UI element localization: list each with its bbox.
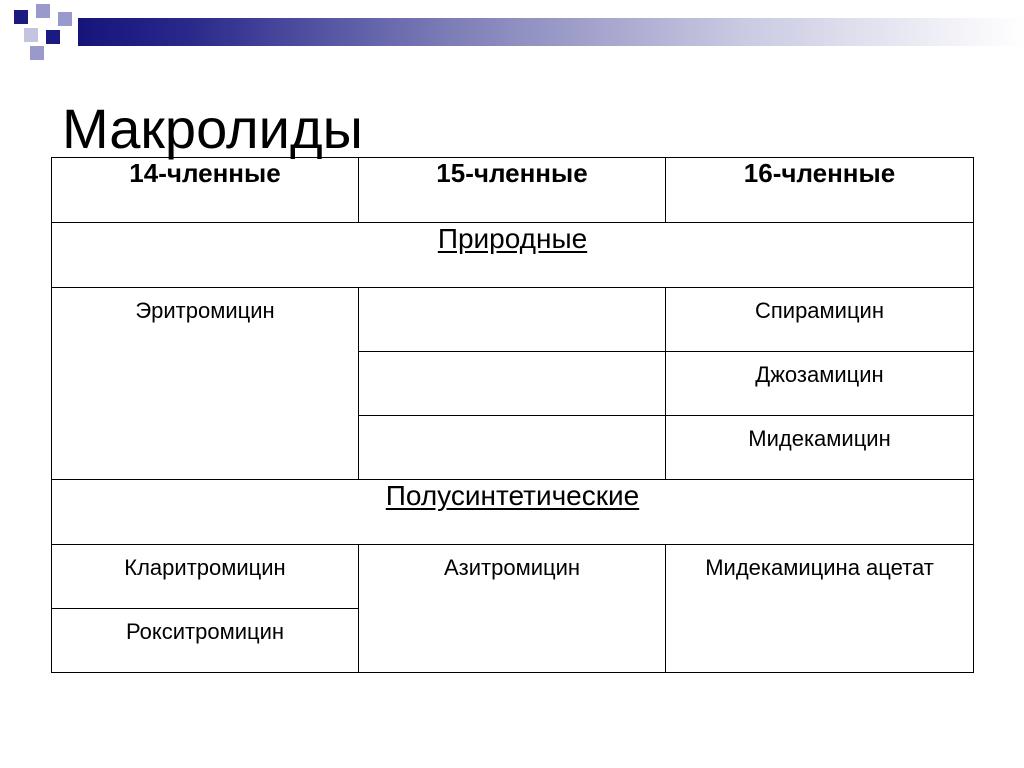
- decor-square-dark: [46, 30, 60, 44]
- section-natural-label: Природные: [437, 223, 588, 254]
- header-14-membered: 14-членные: [52, 158, 359, 223]
- table-row: [52, 288, 974, 352]
- slide-title: Макролиды: [62, 97, 363, 160]
- cell-midecamycin-acetate: Мидекамицина ацетат: [666, 545, 974, 673]
- cell-clarithromycin: Кларитромицин: [52, 545, 359, 609]
- cell-empty: [359, 352, 666, 416]
- section-row-semisynthetic: [52, 480, 974, 545]
- cell-azithromycin: Азитромицин: [359, 545, 666, 673]
- section-row-natural: [52, 223, 974, 288]
- decor-square-light: [24, 28, 38, 42]
- header-gradient-band: [78, 18, 1024, 46]
- header-15-membered: 15-членные: [359, 158, 666, 223]
- cell-midecamycin: Мидекамицин: [666, 416, 974, 480]
- table-row: [52, 545, 974, 609]
- cell-empty: [359, 416, 666, 480]
- decor-square-light: [58, 12, 72, 26]
- cell-empty: [359, 288, 666, 352]
- cell-erythromycin: Эритромицин: [52, 288, 359, 480]
- table-header-row: [52, 158, 974, 223]
- decor-square-light: [30, 46, 44, 60]
- header-16-membered: 16-членные: [666, 158, 974, 223]
- section-semisynthetic-label: Полусинтетические: [385, 480, 640, 511]
- cell-roxithromycin: Рокситромицин: [52, 609, 359, 673]
- macrolides-table: [51, 157, 974, 673]
- cell-spiramycin: Спирамицин: [666, 288, 974, 352]
- decor-square-dark: [14, 10, 28, 24]
- decor-square-light: [36, 4, 50, 18]
- cell-josamycin: Джозамицин: [666, 352, 974, 416]
